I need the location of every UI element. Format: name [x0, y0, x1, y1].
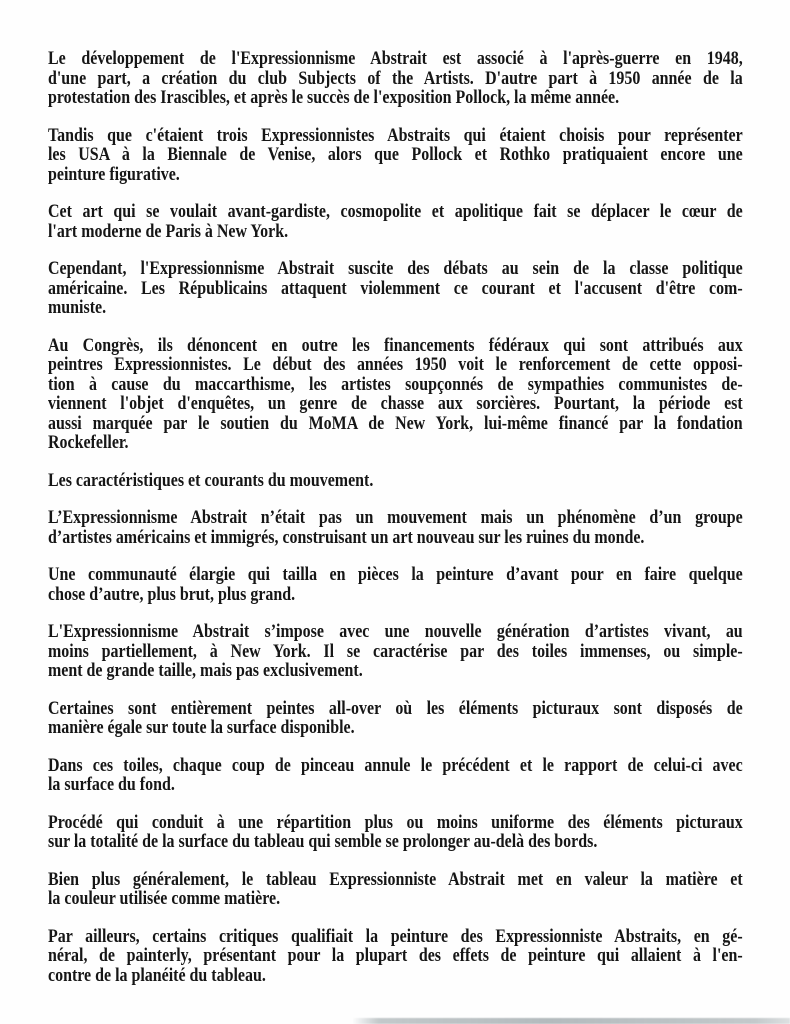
- text-line: les USA à la Biennale de Venise, alors que Pollock et Rothko pratiquaient encore une: [48, 144, 743, 165]
- text-line: peintres Expressionnistes. Le début des années 1950 voit le renforcement de cette opposi-: [48, 354, 743, 375]
- paragraph: [48, 813, 743, 852]
- paragraph: [48, 336, 743, 453]
- text-line: d'une part, a création du club Subjects of the Artists. D'autre part à 1950 année de la: [48, 67, 743, 89]
- text-block: [48, 49, 743, 1003]
- paragraph: [48, 49, 743, 108]
- text-line: protestation des Irascibles, et après le succès de l'exposition Pollock, la même année.: [48, 87, 620, 108]
- text-line: d’artistes américains et immigrés, construisant un art nouveau sur les ruines du monde.: [48, 526, 645, 548]
- paragraph: [48, 202, 743, 241]
- text-line: moins partiellement, à New York. Il se caractérise par des toiles immenses, ou simple-: [48, 640, 743, 662]
- text-line: Bien plus généralement, le tableau Expressionniste Abstrait met en valeur la matière et: [48, 868, 743, 890]
- text-line: ment de grande taille, mais pas exclusivement.: [48, 660, 363, 681]
- text-line: peinture figurative.: [48, 163, 180, 185]
- text-line: sur la totalité de la surface du tableau qui semble se prolonger au-delà des bords.: [48, 831, 598, 852]
- paragraph: [48, 565, 743, 604]
- text-line: Au Congrès, ils dénoncent en outre les financements fédéraux qui sont attribués aux: [48, 334, 743, 356]
- text-line: Dans ces toiles, chaque coup de pinceau annule le précédent et le rapport de celui-ci avec: [48, 754, 743, 776]
- text-line: Rockefeller.: [48, 432, 129, 453]
- text-line: Cet art qui se voulait avant-gardiste, cosmopolite et apolitique fait se déplacer le cœur de: [48, 201, 743, 222]
- text-line: muniste.: [48, 297, 107, 318]
- text-line: L’Expressionnisme Abstrait n’était pas un mouvement mais un phénomène d’un groupe: [48, 507, 743, 528]
- text-line: la couleur utilisée comme matière.: [48, 888, 281, 909]
- text-line: Le développement de l'Expressionnisme Abstrait est associé à l'après-guerre en 1948,: [48, 48, 743, 69]
- paragraph: [48, 508, 743, 547]
- text-line: viennent l'objet d'enquêtes, un genre de chasse aux sorcières. Pourtant, la période est: [48, 393, 743, 414]
- paragraph: [48, 756, 743, 795]
- paragraph: [48, 126, 743, 185]
- paragraph: [48, 259, 743, 318]
- text-line: manière égale sur toute la surface disponible.: [48, 717, 355, 738]
- scanner-shadow-artifact: [352, 1018, 790, 1024]
- paragraph: [48, 870, 743, 909]
- text-line: tion à cause du maccarthisme, les artistes soupçonnés de sympathies communistes de-: [48, 373, 743, 395]
- text-line: Les caractéristiques et courants du mouvement.: [48, 469, 374, 491]
- paragraph: [48, 471, 743, 491]
- text-line: Cependant, l'Expressionnisme Abstrait suscite des débats au sein de la classe politique: [48, 258, 743, 279]
- text-line: chose d’autre, plus brut, plus grand.: [48, 583, 296, 605]
- paragraph: [48, 927, 743, 986]
- text-line: Tandis que c'étaient trois Expressionnistes Abstraits qui étaient choisis pour représenter: [48, 124, 743, 146]
- text-line: l'art moderne de Paris à New York.: [48, 220, 289, 242]
- text-line: néral, de painterly, présentant pour la plupart des effets de peinture qui allaient à l'en-: [48, 945, 743, 966]
- paragraph: [48, 622, 743, 681]
- paragraph: [48, 699, 743, 738]
- text-line: la surface du fond.: [48, 774, 175, 795]
- text-line: Par ailleurs, certains critiques qualifiait la peinture des Expressionniste Abstraits, en gé-: [48, 925, 743, 947]
- text-line: L'Expressionnisme Abstrait s’impose avec une nouvelle génération d’artistes vivant, au: [48, 621, 743, 642]
- text-line: Certaines sont entièrement peintes all-over où les éléments picturaux sont disposés de: [48, 697, 743, 719]
- text-line: Une communauté élargie qui tailla en pièces la peinture d’avant pour en faire quelque: [48, 564, 743, 585]
- text-line: Procédé qui conduit à une répartition plus ou moins uniforme des éléments picturaux: [48, 811, 743, 833]
- text-line: contre de la planéité du tableau.: [48, 964, 266, 986]
- text-line: américaine. Les Républicains attaquent violemment ce courant et l'accusent d'être com-: [48, 277, 743, 299]
- text-line: aussi marquée par le soutien du MoMA de New York, lui-même financé par la fondation: [48, 412, 743, 434]
